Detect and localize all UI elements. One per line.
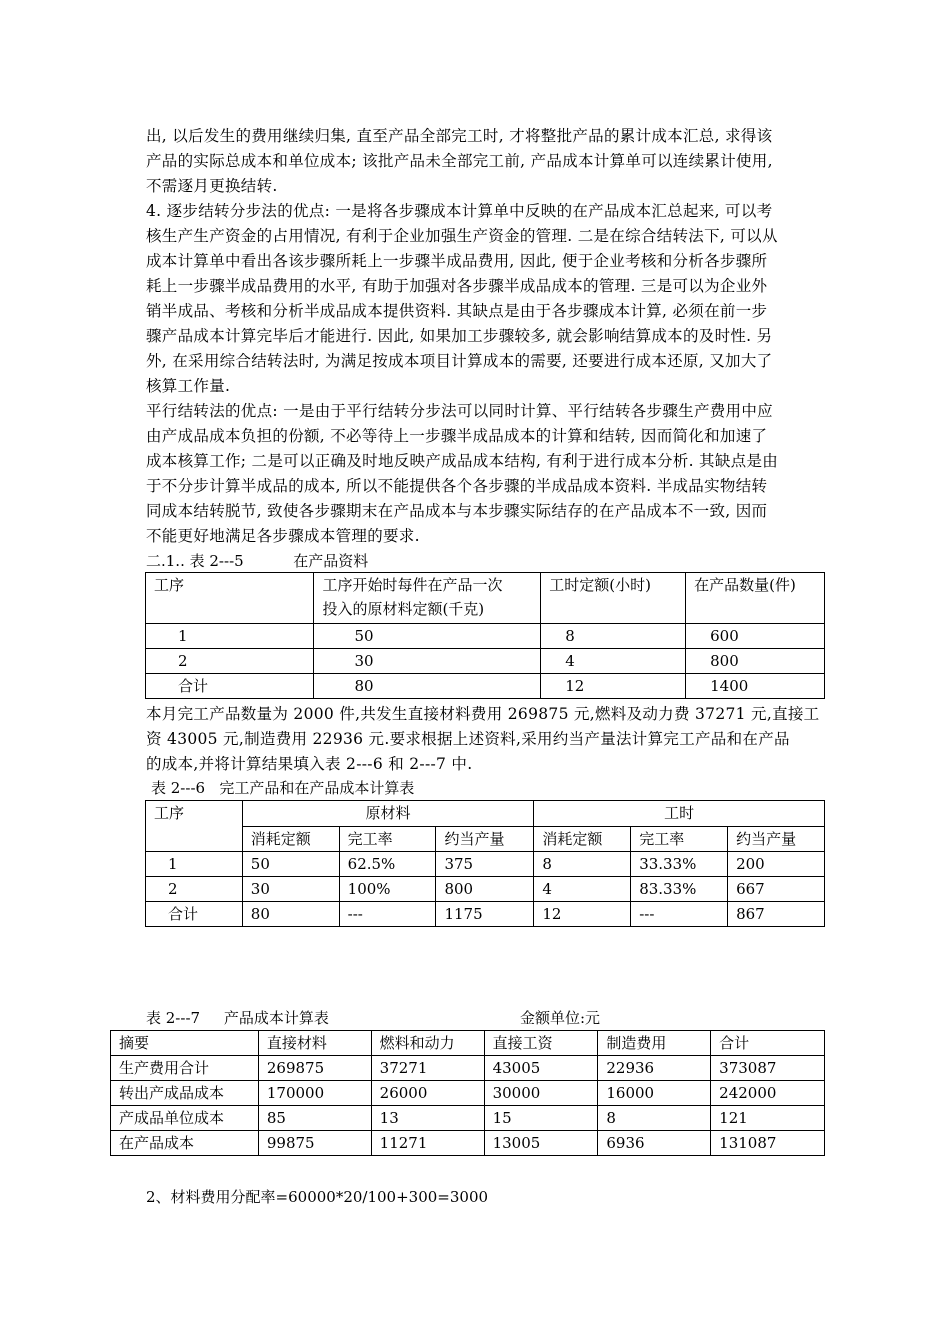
text-line: 耗上一步骤半成品费用的水平, 有助于加强对各步骤半成品成本的管理. 三是可以为企业外 [146, 277, 768, 295]
table-row [111, 1081, 825, 1106]
table-cell: 80 [242, 902, 339, 927]
table-header-row [111, 1031, 825, 1056]
paragraph-parallel-transfer [146, 399, 824, 549]
table-2-5 [145, 572, 825, 699]
table-2-5-caption [146, 550, 368, 571]
text-line: 外, 在采用综合结转法时, 为满足按成本项目计算成本的需要, 还要进行成本还原, 又加大了 [146, 352, 773, 370]
subheader-cell: 完工率 [339, 826, 436, 852]
table-cell: 26000 [371, 1081, 484, 1106]
text-line: 资 43005 元,制造费用 22936 元.要求根据上述资料,采用约当产量法计算完工产品和在产品 [146, 730, 790, 748]
text-line: 由产成品成本负担的份额, 不必等待上一步骤半成品成本的计算和结转, 因而简化和加速了 [146, 427, 768, 445]
text-line: 同成本结转脱节, 致使各步骤期末在产品成本与本步骤实际结存的在产品成本不一致, 因而 [146, 502, 768, 520]
table-cell: 30000 [484, 1081, 598, 1106]
table-cell: 产成品单位成本 [111, 1106, 259, 1131]
table-cell: 667 [728, 877, 825, 902]
table-cell: 1 [146, 852, 243, 877]
table-cell: 15 [484, 1106, 598, 1131]
table-2-6 [145, 800, 825, 927]
header-cell: 直接材料 [258, 1031, 371, 1056]
table-row [111, 1131, 825, 1156]
table-row [146, 852, 825, 877]
table-cell: 生产费用合计 [111, 1056, 259, 1081]
table-cell: 12 [541, 674, 686, 699]
table-row [111, 1056, 825, 1081]
table-2-7-caption: 表 2---7 产品成本计算表 [146, 1009, 329, 1027]
text-line: 4. 逐步结转分步法的优点: 一是将各步骤成本计算单中反映的在产品成本汇总起来, 可以考 [146, 202, 773, 220]
table-cell: 170000 [258, 1081, 371, 1106]
table-cell: 合计 [146, 674, 314, 699]
subheader-cell: 消耗定额 [242, 826, 339, 852]
table-row [146, 674, 825, 699]
subheader-cell: 约当产量 [436, 826, 534, 852]
table-cell: 131087 [711, 1131, 825, 1156]
table-cell: 269875 [258, 1056, 371, 1081]
table-header-row [146, 801, 825, 827]
table-cell: 600 [686, 624, 825, 649]
table-row [146, 649, 825, 674]
header-line: 投入的原材料定额(千克) [322, 600, 485, 618]
text-line: 产品的实际总成本和单位成本; 该批产品未全部完工前, 产品成本计算单可以连续累计使用, [146, 152, 773, 170]
paragraph-problem-statement [146, 702, 824, 777]
table-cell: 62.5% [339, 852, 436, 877]
material-allocation-line: 2、材料费用分配率=60000*20/100+300=3000 [146, 1188, 489, 1206]
paragraph-step-transfer [146, 199, 824, 399]
table-cell: 200 [728, 852, 825, 877]
subheader-cell: 消耗定额 [534, 826, 631, 852]
table-cell: 85 [258, 1106, 371, 1131]
text-line: 出, 以后发生的费用继续归集, 直至产品全部完工时, 才将整批产品的累计成本汇总, 求得该 [146, 127, 773, 145]
table-cell: 2 [146, 649, 314, 674]
header-cell: 摘要 [111, 1031, 259, 1056]
table-cell: 50 [314, 624, 541, 649]
table-cell: 121 [711, 1106, 825, 1131]
text-line: 销半成品、考核和分析半成品成本提供资料. 其缺点是由于各步骤成本计算, 必须在前一步 [146, 302, 768, 320]
header-cell: 工序 [146, 801, 243, 852]
table-cell: 373087 [711, 1056, 825, 1081]
table-cell: 8 [541, 624, 686, 649]
header-cell: 合计 [711, 1031, 825, 1056]
header-cell: 工序 [146, 573, 314, 624]
table-cell: 30 [242, 877, 339, 902]
table-cell: 8 [534, 852, 631, 877]
table-header-row [146, 573, 825, 624]
table-cell: --- [631, 902, 728, 927]
table-cell: 转出产成品成本 [111, 1081, 259, 1106]
table-row [146, 902, 825, 927]
header-line: 工序开始时每件在产品一次 [322, 576, 503, 594]
header-cell: 制造费用 [598, 1031, 711, 1056]
header-cell [314, 573, 541, 624]
table-2-7-unit: 金额单位:元 [520, 1009, 601, 1027]
table-cell: 11271 [371, 1131, 484, 1156]
text-line: 的成本,并将计算结果填入表 2---6 和 2---7 中. [146, 755, 473, 773]
text-line: 不需逐月更换结转. [146, 177, 278, 195]
subheader-cell: 完工率 [631, 826, 728, 852]
table-cell: --- [339, 902, 436, 927]
text-line: 成本核算工作; 二是可以正确及时地反映产成品成本结构, 有利于进行成本分析. 其缺点是由 [146, 452, 779, 470]
text-line: 骤产品成本计算完毕后才能进行. 因此, 如果加工步骤较多, 就会影响结算成本的及时性. 另 [146, 327, 773, 345]
table-cell: 99875 [258, 1131, 371, 1156]
table-cell: 13 [371, 1106, 484, 1131]
table-cell: 合计 [146, 902, 243, 927]
table-caption-title: 在产品资料 [293, 552, 369, 570]
table-cell: 2 [146, 877, 243, 902]
table-cell: 4 [534, 877, 631, 902]
header-group-labor-hours: 工时 [534, 801, 825, 827]
table-cell: 12 [534, 902, 631, 927]
header-cell: 在产品数量(件) [686, 573, 825, 624]
table-cell: 867 [728, 902, 825, 927]
table-cell: 242000 [711, 1081, 825, 1106]
table-cell: 100% [339, 877, 436, 902]
table-row [146, 877, 825, 902]
text-line: 平行结转法的优点: 一是由于平行结转分步法可以同时计算、平行结转各步骤生产费用中应 [146, 402, 773, 420]
table-cell: 375 [436, 852, 534, 877]
table-cell: 4 [541, 649, 686, 674]
table-cell: 1175 [436, 902, 534, 927]
table-cell: 在产品成本 [111, 1131, 259, 1156]
table-row [146, 624, 825, 649]
paragraph-batch-method [146, 124, 824, 199]
table-subheader-row [146, 826, 825, 852]
text-line: 不能更好地满足各步骤成本管理的要求. [146, 527, 420, 545]
table-cell: 22936 [598, 1056, 711, 1081]
table-cell: 43005 [484, 1056, 598, 1081]
subheader-cell: 约当产量 [728, 826, 825, 852]
table-cell: 1400 [686, 674, 825, 699]
table-cell: 8 [598, 1106, 711, 1131]
table-cell: 800 [686, 649, 825, 674]
table-2-6-caption: 表 2---6 完工产品和在产品成本计算表 [151, 779, 415, 797]
header-group-material: 原材料 [242, 801, 534, 827]
table-row [111, 1106, 825, 1131]
table-cell: 37271 [371, 1056, 484, 1081]
table-caption-number: 二.1.. 表 2---5 [146, 552, 244, 570]
table-2-7 [110, 1030, 825, 1156]
header-cell: 工时定额(小时) [541, 573, 686, 624]
text-line: 于不分步计算半成品的成本, 所以不能提供各个各步骤的半成品成本资料. 半成品实物结转 [146, 477, 768, 495]
text-line: 核算工作量. [146, 377, 231, 395]
table-cell: 16000 [598, 1081, 711, 1106]
table-cell: 6936 [598, 1131, 711, 1156]
table-cell: 800 [436, 877, 534, 902]
header-cell: 燃料和动力 [371, 1031, 484, 1056]
table-cell: 80 [314, 674, 541, 699]
table-cell: 13005 [484, 1131, 598, 1156]
header-cell: 直接工资 [484, 1031, 598, 1056]
text-line: 本月完工产品数量为 2000 件,共发生直接材料费用 269875 元,燃料及动力费 37271 元,直接工 [146, 705, 820, 723]
table-cell: 1 [146, 624, 314, 649]
table-cell: 30 [314, 649, 541, 674]
table-cell: 83.33% [631, 877, 728, 902]
text-line: 成本计算单中看出各该步骤所耗上一步骤半成品费用, 因此, 便于企业考核和分析各步骤所 [146, 252, 768, 270]
text-line: 核生产生产资金的占用情况, 有利于企业加强生产资金的管理. 二是在综合结转法下, 可以从 [146, 227, 778, 245]
table-cell: 33.33% [631, 852, 728, 877]
table-cell: 50 [242, 852, 339, 877]
